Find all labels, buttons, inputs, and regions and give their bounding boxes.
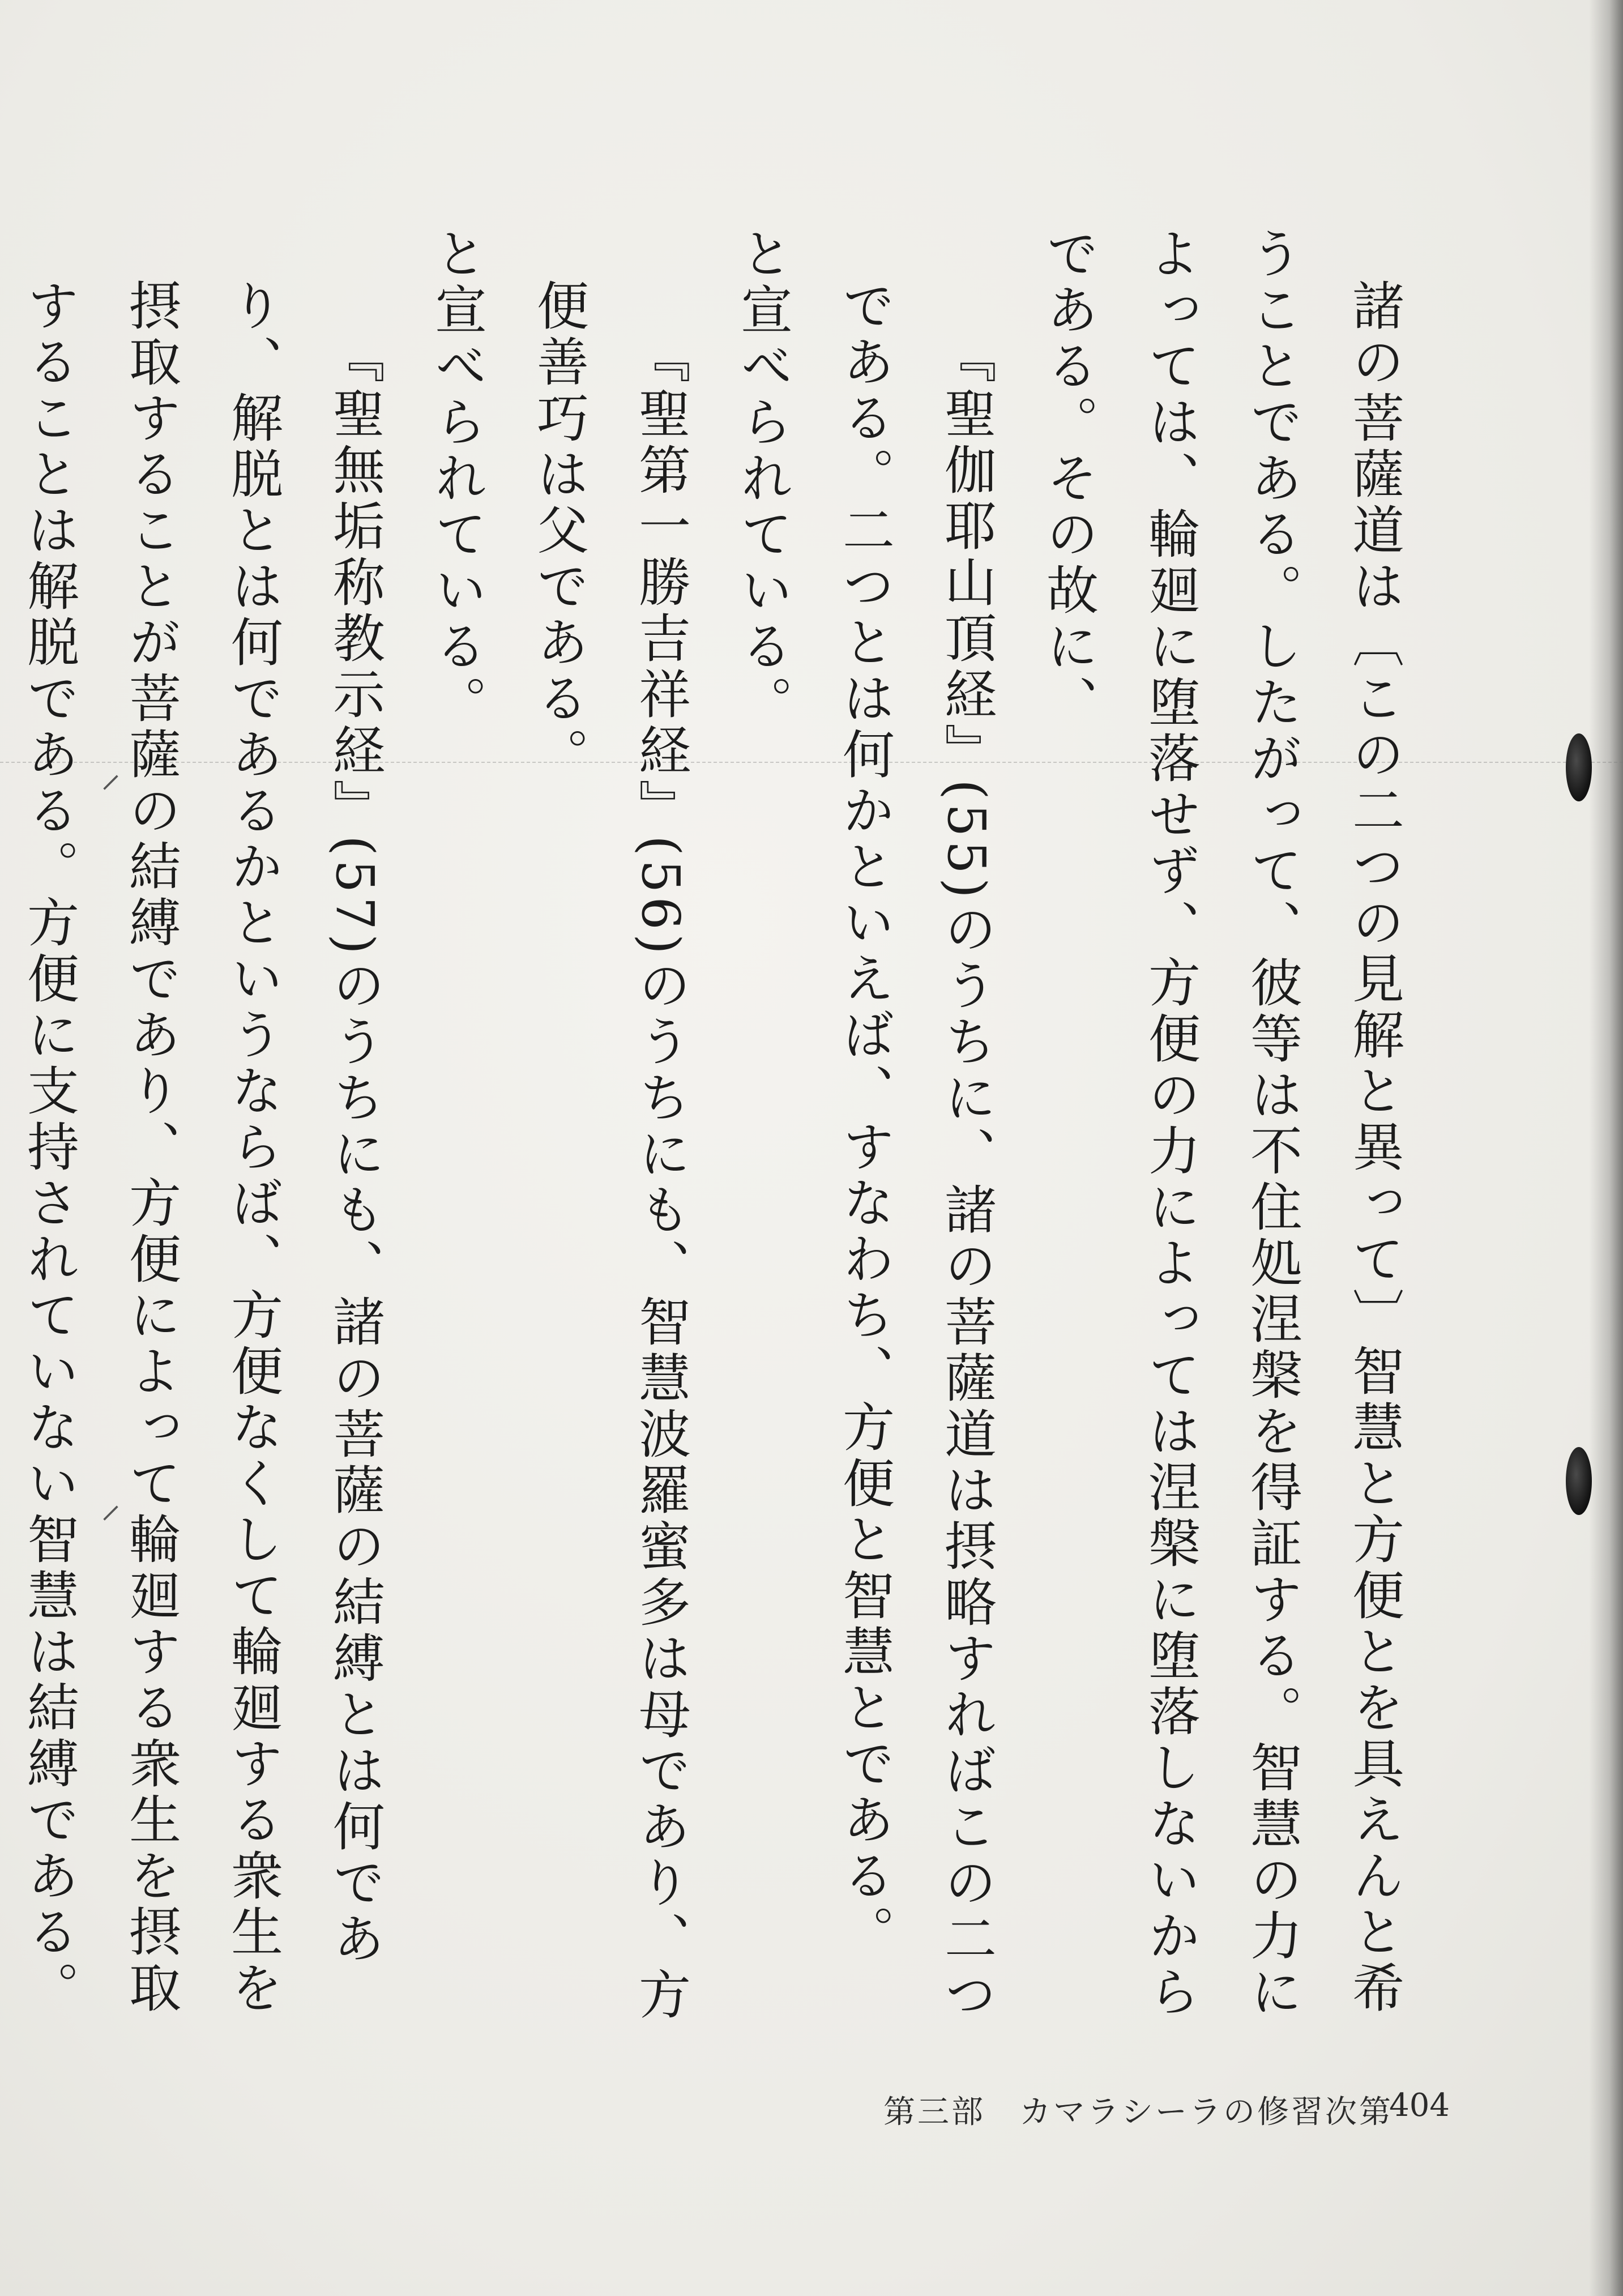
- binding-hole-icon: [1566, 733, 1592, 801]
- margin-mark-icon: ⸝: [101, 750, 121, 796]
- body-paragraph: 諸の菩薩道は〔この二つの見解と異って〕智慧と方便とを具えんと希うことである。したがって、彼等は不住処涅槃を得証する。智慧の力によっては、輪廻に堕落せず、方便の力によっては涅槃に堕落しないからである。その故に、: [1038, 227, 1404, 2021]
- sutra-quote: 『聖第一勝吉祥経』(56)のうちにも、智慧波羅蜜多は母であり、方便善巧は父である。: [528, 279, 691, 2024]
- quote-closing: と宣べられている。: [732, 227, 793, 731]
- sutra-quote: 『聖無垢称教示経』(57)のうちにも、諸の菩薩の結縛とは何であり、解脱とは何であるかというならば、方便なくして輪廻する衆生を摂取することが菩薩の結縛であり、方便によって輪廻する衆生を摂取することは解脱である。方便に支持されていない智慧は結縛である。: [19, 279, 385, 2017]
- page-footer: [883, 2087, 1450, 2132]
- page-number: 404: [1389, 2087, 1450, 2124]
- vertical-body-text: [0, 227, 1425, 2028]
- binding-hole-icon: [1566, 1447, 1592, 1515]
- running-footer-section: 第三部 カマラシーラの修習次第: [883, 2094, 1393, 2131]
- page-edge-shadow: [1589, 0, 1623, 2296]
- sutra-quote: 『聖伽耶山頂経』(55)のうちに、諸の菩薩道は摂略すればこの二つである。二つとは何かといえば、すなわち、方便と智慧とである。: [834, 279, 997, 2024]
- quote-closing: と宣べられている。: [426, 227, 487, 731]
- margin-mark-icon: ⸝: [101, 1480, 121, 1527]
